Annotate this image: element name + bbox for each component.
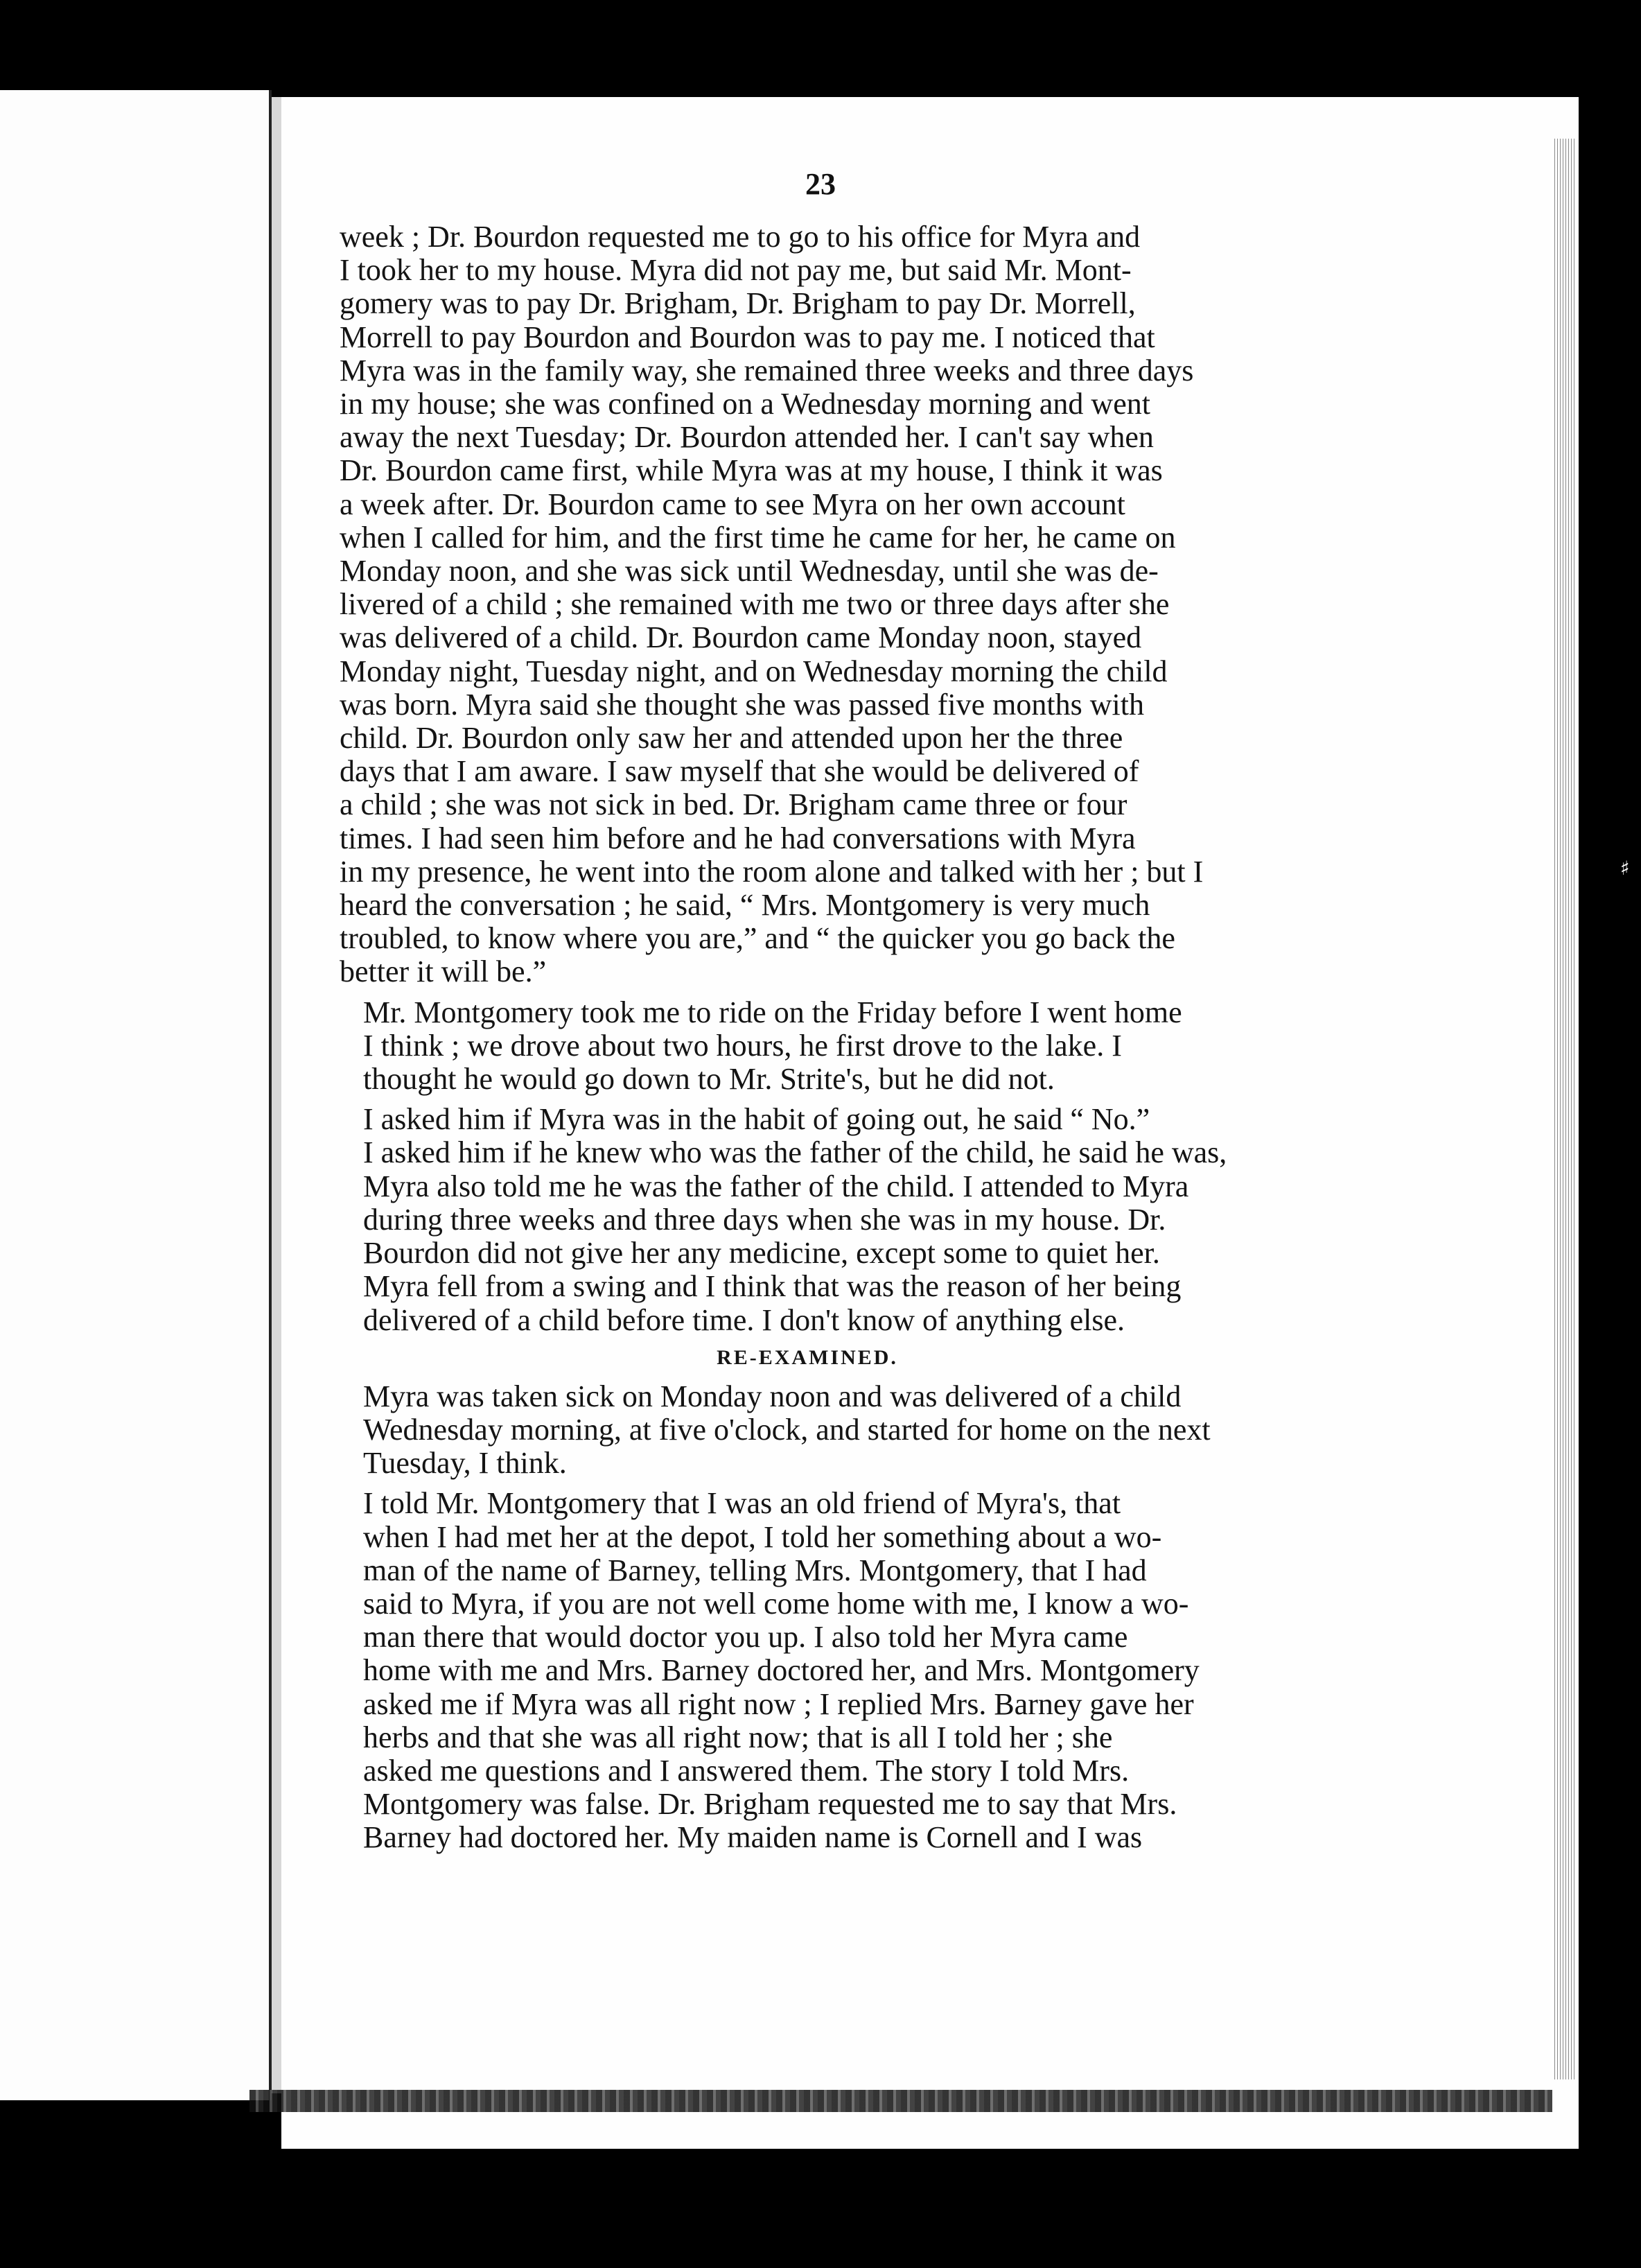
text-line: week ; Dr. Bourdon requested me to go to his office for Myra and: [340, 220, 1141, 254]
text-line: when I had met her at the depot, I told her something about a wo-: [363, 1519, 1162, 1554]
bottom-scan-smudge: [249, 2090, 1552, 2112]
paragraph-2: [340, 996, 1275, 1097]
section-heading: RE-EXAMINED.: [717, 1345, 898, 1369]
paragraph-5: [340, 1487, 1275, 1854]
text-line: a child ; she was not sick in bed. Dr. Brigham came three or four: [340, 787, 1127, 822]
text-line: was born. Myra said she thought she was passed five months with: [340, 687, 1144, 722]
text-line: troubled, to know where you are,” and “ the quicker you go back the: [340, 921, 1175, 956]
text-line: Dr. Bourdon came first, while Myra was at my house, I think it was: [340, 453, 1163, 488]
page-gutter: [272, 97, 281, 2093]
paragraph-1: [340, 220, 1275, 989]
text-line: when I called for him, and the first time he came for her, he came on: [340, 520, 1176, 555]
text-line: during three weeks and three days when she was in my house. Dr.: [363, 1202, 1166, 1237]
text-line: was delivered of a child. Dr. Bourdon came Monday noon, stayed: [340, 620, 1142, 655]
page-edge-stack: [1552, 139, 1576, 2079]
text-line: Myra was in the family way, she remained three weeks and three days: [340, 353, 1194, 387]
text-line: herbs and that she was all right now; that is all I told her ; she: [363, 1720, 1113, 1754]
text-line: man of the name of Barney, telling Mrs. Montgomery, that I had: [363, 1553, 1147, 1587]
text-line: Bourdon did not give her any medicine, except some to quiet her.: [363, 1236, 1160, 1271]
text-line: in my presence, he went into the room alone and talked with her ; but I: [340, 854, 1204, 889]
page-number: 23: [805, 167, 836, 201]
text-line: gomery was to pay Dr. Brigham, Dr. Brigham to pay Dr. Morrell,: [340, 286, 1136, 321]
text-line: delivered of a child before time. I don't know of anything else.: [363, 1302, 1125, 1337]
text-line: man there that would doctor you up. I also told her Myra came: [363, 1620, 1128, 1655]
text-line: I told Mr. Montgomery that I was an old friend of Myra's, that: [363, 1486, 1121, 1521]
text-line: times. I had seen him before and he had conversations with Myra: [340, 821, 1136, 855]
text-line: Tuesday, I think.: [363, 1446, 567, 1481]
text-line: a week after. Dr. Bourdon came to see Myra on her own account: [340, 487, 1125, 521]
text-line: Morrell to pay Bourdon and Bourdon was to pay me. I noticed that: [340, 320, 1155, 354]
paragraph-4: [340, 1380, 1275, 1481]
text-line: heard the conversation ; he said, “ Mrs. Montgomery is very much: [340, 888, 1150, 923]
text-line: child. Dr. Bourdon only saw her and attended upon her the three: [340, 721, 1123, 756]
margin-mark: ♯: [1620, 857, 1630, 880]
text-line: in my house; she was confined on a Wednesday morning and went: [340, 387, 1150, 421]
text-line: I took her to my house. Myra did not pay me, but said Mr. Mont-: [340, 253, 1132, 288]
text-line: Barney had doctored her. My maiden name is Cornell and I was: [363, 1820, 1143, 1855]
text-line: asked me questions and I answered them. The story I told Mrs.: [363, 1753, 1130, 1788]
text-line: Wednesday morning, at five o'clock, and started for home on the next: [363, 1412, 1211, 1447]
paragraph-3: [340, 1103, 1275, 1336]
text-line: home with me and Mrs. Barney doctored her, and Mrs. Montgomery: [363, 1653, 1200, 1688]
text-line: I asked him if Myra was in the habit of going out, he said “ No.”: [363, 1102, 1150, 1137]
text-line: thought he would go down to Mr. Strite's, but he did not.: [363, 1062, 1055, 1097]
text-line: away the next Tuesday; Dr. Bourdon attended her. I can't say when: [340, 420, 1154, 455]
text-line: asked me if Myra was all right now ; I replied Mrs. Barney gave her: [363, 1686, 1194, 1721]
text-line: livered of a child ; she remained with me two or three days after she: [340, 587, 1170, 622]
text-line: Myra was taken sick on Monday noon and was delivered of a child: [363, 1379, 1182, 1413]
text-line: I think ; we drove about two hours, he first drove to the lake. I: [363, 1028, 1122, 1063]
body-text: [340, 220, 1275, 1862]
text-line: said to Myra, if you are not well come home with me, I know a wo-: [363, 1586, 1189, 1621]
text-line: days that I am aware. I saw myself that she would be delivered of: [340, 754, 1139, 789]
text-line: Monday night, Tuesday night, and on Wednesday morning the child: [340, 654, 1168, 688]
text-line: Myra fell from a swing and I think that was the reason of her being: [363, 1269, 1182, 1304]
text-line: I asked him if he knew who was the father of the child, he said he was,: [363, 1135, 1227, 1170]
facing-page: [0, 90, 272, 2100]
text-line: Mr. Montgomery took me to ride on the Friday before I went home: [363, 995, 1182, 1029]
text-line: Monday noon, and she was sick until Wednesday, until she was de-: [340, 554, 1159, 588]
text-line: Montgomery was false. Dr. Brigham requested me to say that Mrs.: [363, 1787, 1177, 1822]
text-line: Myra also told me he was the father of the child. I attended to Myra: [363, 1169, 1189, 1203]
text-line: better it will be.”: [340, 954, 547, 989]
